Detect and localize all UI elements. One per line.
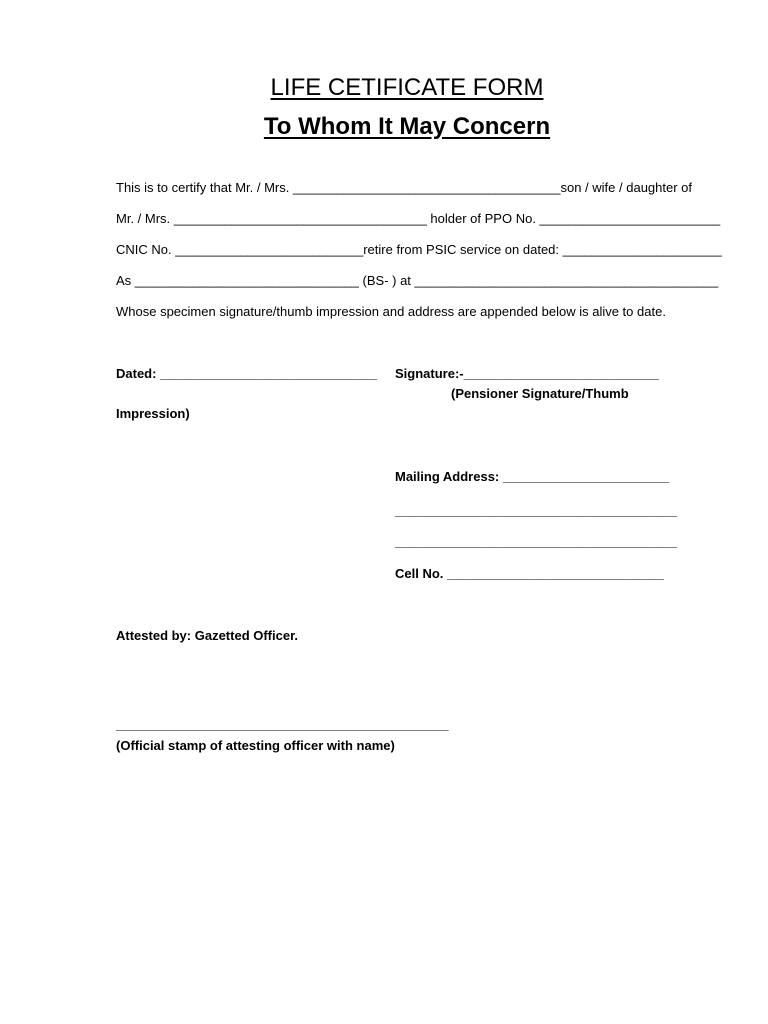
body-line-1: This is to certify that Mr. / Mrs. _____________________________________son / wife / daughter of (116, 180, 693, 195)
body-line-3: CNIC No. __________________________retire from PSIC service on dated: ______________________ (116, 242, 722, 257)
form-title: LIFE CETIFICATE FORM (270, 74, 544, 101)
signature-field: Signature:-___________________________ (395, 366, 659, 381)
body-line-2: Mr. / Mrs. ___________________________________ holder of PPO No. _________________________ (116, 211, 721, 226)
stamp-signature-line: ______________________________________________ (116, 717, 449, 732)
dated-field: Dated: ______________________________ (116, 366, 377, 381)
address-line-3: _______________________________________ (395, 534, 677, 549)
cell-no-field: Cell No. ______________________________ (395, 566, 664, 581)
form-subtitle: To Whom It May Concern (263, 113, 551, 140)
attested-by-label: Attested by: Gazetted Officer. (116, 628, 299, 643)
pensioner-signature-label: (Pensioner Signature/Thumb (451, 386, 629, 401)
body-line-5: Whose specimen signature/thumb impression and address are appended below is alive to date. (116, 304, 666, 319)
address-line-2: _______________________________________ (395, 503, 677, 518)
mailing-address-field: Mailing Address: _______________________ (395, 469, 670, 484)
impression-label: Impression) (116, 406, 190, 421)
official-stamp-label: (Official stamp of attesting officer with name) (116, 738, 395, 753)
body-line-4: As _______________________________ (BS- ) at __________________________________________ (116, 273, 719, 288)
